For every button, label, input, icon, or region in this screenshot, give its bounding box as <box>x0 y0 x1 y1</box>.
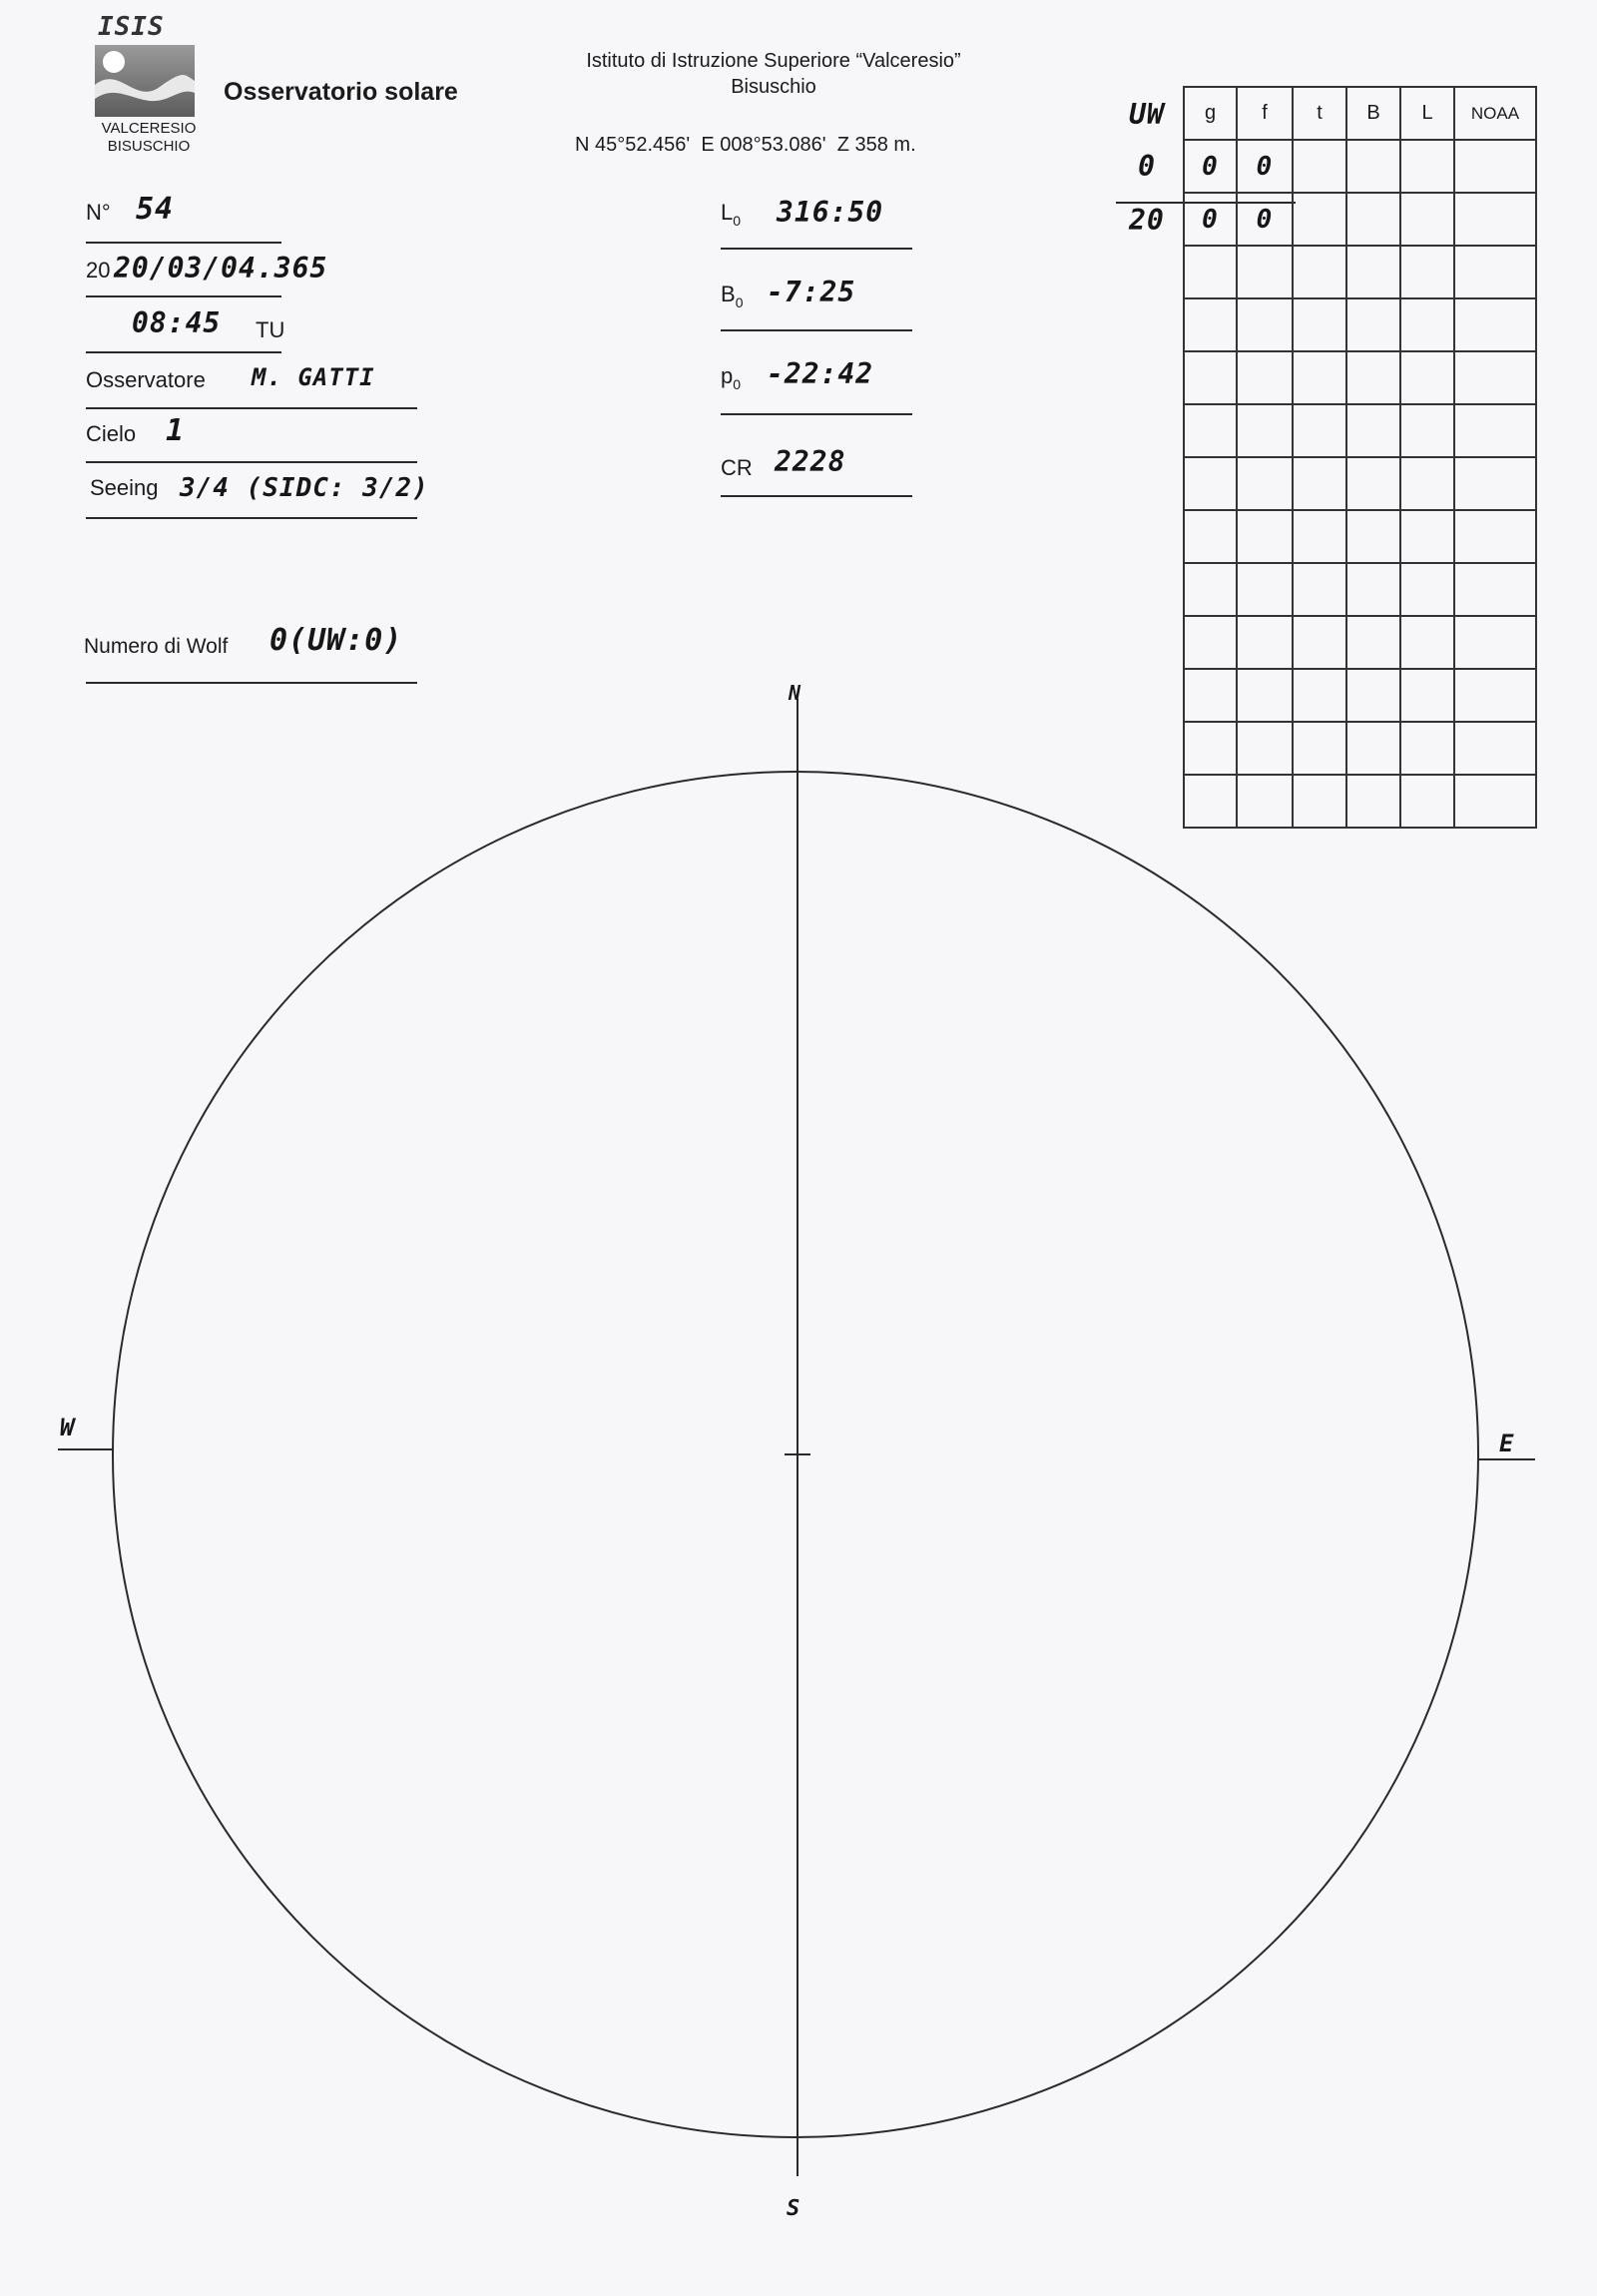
wolf-label: Numero di Wolf <box>84 635 229 658</box>
cr-value: 2228 <box>775 445 846 478</box>
header-l: L <box>1400 87 1454 140</box>
institute-town: Bisuschio <box>731 76 816 98</box>
table-row-label-1: 0 <box>1138 150 1156 183</box>
header-t: t <box>1293 87 1346 140</box>
header-noaa: NOAA <box>1454 87 1536 140</box>
p0-label: $p_0$ <box>721 363 742 392</box>
header-b: B <box>1346 87 1400 140</box>
table-cell: 0 <box>1237 193 1293 246</box>
l0-label: $L_0$ <box>721 200 742 229</box>
label-west: W <box>60 1414 76 1441</box>
table-cell: 0 <box>1184 193 1237 246</box>
wolf-value: 0(UW:0) <box>269 623 403 658</box>
observatory-title: Osservatorio solare <box>224 78 458 106</box>
date-value: 20/03/04.365 <box>114 252 328 285</box>
time-unit: TU <box>256 317 285 342</box>
label-north: N <box>789 681 802 705</box>
number-value: 54 <box>136 192 175 227</box>
header-g: g <box>1184 87 1237 140</box>
observatory-coordinates: N 45°52.456' E 008°53.086' Z 358 m. <box>575 134 916 156</box>
logo-caption-2: BISUSCHIO <box>107 138 191 155</box>
date-prefix: 20 <box>86 258 111 283</box>
b0-label: $B_0$ <box>721 282 744 310</box>
table-row-label-uw: UW <box>1129 98 1165 131</box>
p0-value: -22:42 <box>767 357 874 390</box>
table-cell: 0 <box>1237 140 1293 193</box>
sky-value: 1 <box>166 413 186 448</box>
seeing-value: 3/4 (SIDC: 3/2) <box>180 473 429 503</box>
table-row-label-2: 20 <box>1129 204 1165 237</box>
seeing-label: Seeing <box>90 475 159 500</box>
b0-value: -7:25 <box>767 276 856 308</box>
label-south: S <box>787 2196 801 2221</box>
logo-caption-1: VALCERESIO <box>101 120 197 137</box>
institute-name: Istituto di Istruzione Superiore “Valceresio” <box>586 50 961 72</box>
l0-value: 316:50 <box>777 196 884 229</box>
header-f: f <box>1237 87 1293 140</box>
sky-label: Cielo <box>86 421 137 446</box>
cr-label: CR <box>721 455 753 480</box>
number-label: N° <box>86 200 111 225</box>
label-east: E <box>1499 1430 1515 1457</box>
time-value: 08:45 <box>132 306 222 339</box>
logo-text: ISIS <box>98 12 165 42</box>
table-cell: 0 <box>1184 140 1237 193</box>
observer-value: M. GATTI <box>252 363 375 391</box>
observer-label: Osservatore <box>86 367 206 392</box>
